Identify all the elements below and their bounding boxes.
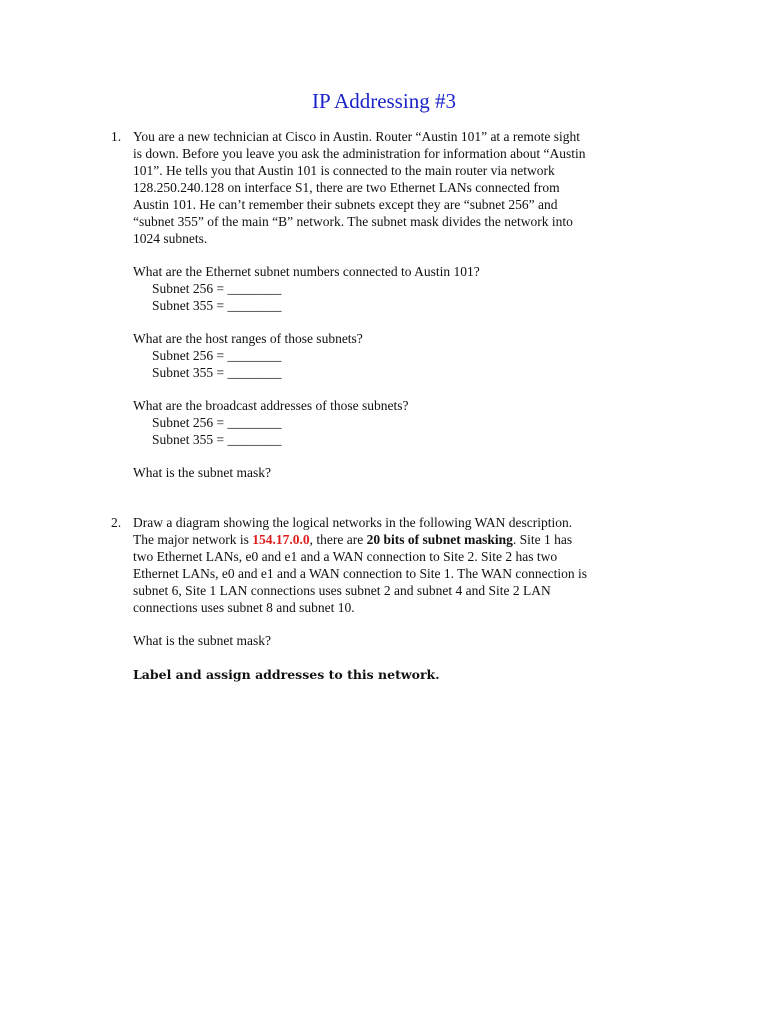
- q2-line: [133, 531, 673, 548]
- q2-subquestion: What is the subnet mask?: [133, 633, 271, 648]
- q1-line: 128.250.240.128 on interface S1, there are two Ethernet LANs connected from: [133, 180, 560, 195]
- q1-subnet-mask: [133, 464, 673, 481]
- q1-subnet-numbers: [133, 263, 673, 314]
- q2-line: Draw a diagram showing the logical networks in the following WAN description.: [133, 515, 573, 530]
- question-2: [133, 514, 673, 616]
- item-number-1: 1.: [111, 129, 122, 144]
- q1-line: Austin 101. He can’t remember their subnets except they are “subnet 256” and: [133, 197, 558, 212]
- subnet-bits: 20 bits of subnet masking: [366, 532, 513, 547]
- question-1: [133, 128, 673, 247]
- page-title: IP Addressing #3: [312, 89, 456, 113]
- q2-instruction-block: [133, 666, 673, 683]
- q1-line: is down. Before you leave you ask the administration for information about “Austin: [133, 146, 586, 161]
- q2-line: subnet 6, Site 1 LAN connections uses subnet 2 and subnet 4 and Site 2 LAN: [133, 583, 551, 598]
- q2-text: , there are: [309, 532, 367, 547]
- q1-subquestion: What are the host ranges of those subnets?: [133, 331, 363, 346]
- item-number-2: 2.: [111, 515, 122, 530]
- q2-line: two Ethernet LANs, e0 and e1 and a WAN connection to Site 2. Site 2 has two: [133, 549, 558, 564]
- q2-text: . Site 1 has: [512, 532, 573, 547]
- q2-line: connections uses subnet 8 and subnet 10.: [133, 600, 355, 615]
- answer-line: Subnet 256 = ________: [152, 281, 282, 296]
- q1-host-ranges: [133, 330, 673, 381]
- answer-line: Subnet 256 = ________: [152, 348, 282, 363]
- q2-paragraph: [133, 514, 673, 616]
- q2-line: Ethernet LANs, e0 and e1 and a WAN connection to Site 1. The WAN connection is: [133, 566, 588, 581]
- major-network-address: 154.17.0.0: [252, 532, 310, 547]
- q2-text: The major network is: [133, 532, 253, 547]
- answer-line: Subnet 355 = ________: [152, 298, 282, 313]
- q1-subquestion: What are the broadcast addresses of those subnets?: [133, 398, 409, 413]
- q1-line: You are a new technician at Cisco in Austin. Router “Austin 101” at a remote sight: [133, 129, 581, 144]
- answer-line: Subnet 256 = ________: [152, 415, 282, 430]
- q1-subquestion: What are the Ethernet subnet numbers connected to Austin 101?: [133, 264, 480, 279]
- q1-line: 101”. He tells you that Austin 101 is connected to the main router via network: [133, 163, 555, 178]
- q2-instruction: Label and assign addresses to this network.: [133, 667, 440, 682]
- q1-broadcast-addresses: [133, 397, 673, 448]
- q1-subquestion: What is the subnet mask?: [133, 465, 271, 480]
- q1-line: “subnet 355” of the main “B” network. The subnet mask divides the network into: [133, 214, 573, 229]
- q2-subnet-mask: [133, 632, 673, 649]
- answer-line: Subnet 355 = ________: [152, 365, 282, 380]
- q1-paragraph: [133, 128, 673, 247]
- q1-line: 1024 subnets.: [133, 231, 208, 246]
- answer-line: Subnet 355 = ________: [152, 432, 282, 447]
